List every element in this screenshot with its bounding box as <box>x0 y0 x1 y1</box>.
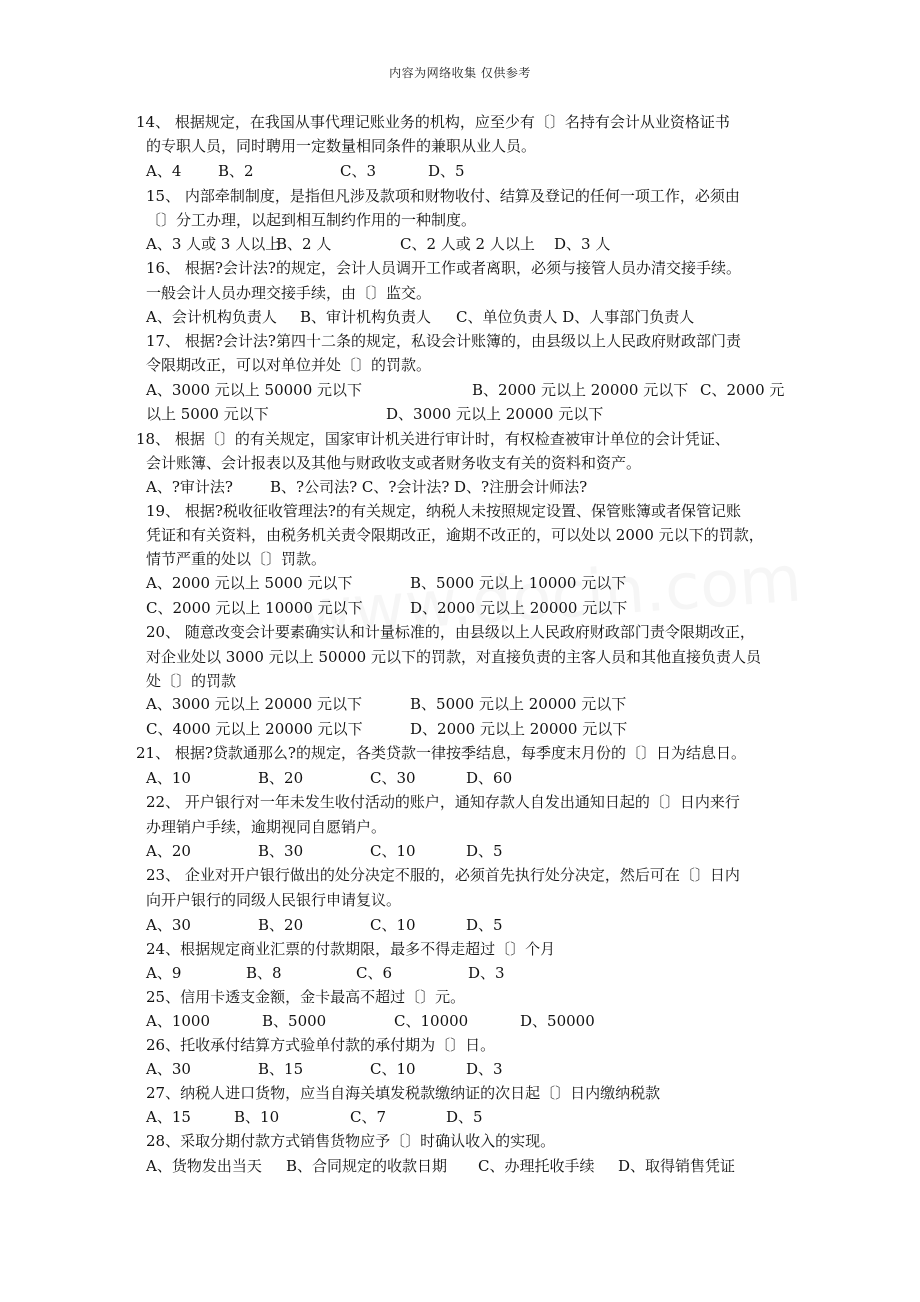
answer-option: A、15 <box>146 1108 191 1126</box>
answer-option: C、3 <box>340 162 377 180</box>
question-text-line: 17、 根据?会计法?第四十二条的规定，私设会计账簿的，由县级以上人民政府财政部门责 <box>146 332 741 350</box>
answer-option: D、5 <box>466 916 503 934</box>
answer-option: A、3 人或 3 人以上 <box>146 235 281 253</box>
answer-option: C、10 <box>370 916 416 934</box>
question-text-line: 处〔〕的罚款 <box>146 672 237 690</box>
question-text-line: 办理销户手续，逾期视同自愿销户。 <box>146 818 387 836</box>
answer-option: A、10 <box>146 769 191 787</box>
answer-option: D、5 <box>446 1108 483 1126</box>
answer-option: A、30 <box>146 1060 191 1078</box>
answer-option: D、60 <box>466 769 513 787</box>
answer-option: B、审计机构负责人 <box>300 308 432 326</box>
answer-option: C、6 <box>356 964 393 982</box>
answer-option: A、1000 <box>146 1012 211 1030</box>
answer-option: C、10 <box>370 1060 416 1078</box>
answer-option: D、3 <box>466 1060 503 1078</box>
answer-option: B、5000 <box>262 1012 327 1030</box>
page-header: 内容为网络收集 仅供参考 <box>389 66 531 80</box>
question-text-line: 〔〕分工办理，以起到相互制约作用的一种制度。 <box>146 211 477 229</box>
answer-option: D、3 人 <box>554 235 611 253</box>
answer-option: C、10 <box>370 842 416 860</box>
question-text-line: 15、 内部牵制制度，是指但凡涉及款项和财物收付、结算及登记的任何一项工作，必须由 <box>146 187 740 205</box>
answer-option: A、3000 元以上 20000 元以下 <box>146 695 363 713</box>
answer-option: C、4000 元以上 20000 元以下 <box>146 720 363 738</box>
answer-option: D、2000 元以上 20000 元以下 <box>410 720 628 738</box>
answer-option: A、?审计法? <box>146 478 233 496</box>
question-text-line: 27、纳税人进口货物，应当自海关填发税款缴纳证的次日起〔〕日内缴纳税款 <box>146 1084 661 1102</box>
question-text-line: 18、 根据〔〕的有关规定，国家审计机关进行审计时，有权检查被审计单位的会计凭证、 <box>136 430 730 448</box>
answer-option: A、9 <box>146 964 182 982</box>
answer-option: B、10 <box>234 1108 280 1126</box>
answer-option: D、?注册会计师法? <box>454 478 588 496</box>
answer-option: B、2000 元以上 20000 元以下 <box>472 381 689 399</box>
answer-option: C、办理托收手续 <box>478 1157 595 1175</box>
answer-option: C、7 <box>350 1108 387 1126</box>
answer-option: D、3 <box>468 964 505 982</box>
answer-option: B、15 <box>258 1060 304 1078</box>
question-text-line: 一般会计人员办理交接手续，由〔〕监交。 <box>146 284 432 302</box>
answer-option: C、单位负责人 D、人事部门负责人 <box>456 308 695 326</box>
question-text-line: 情节严重的处以〔〕罚款。 <box>146 550 327 568</box>
answer-option: D、3000 元以上 20000 元以下 <box>386 405 604 423</box>
answer-option: D、2000 元以上 20000 元以下 <box>410 599 628 617</box>
answer-option: A、2000 元以上 5000 元以下 <box>146 574 353 592</box>
question-text-line: 凭证和有关资料，由税务机关责令限期改正，逾期不改正的，可以处以 2000 元以下的罚款， <box>146 526 764 544</box>
question-text-line: 25、信用卡透支金额，金卡最高不超过〔〕元。 <box>146 988 466 1006</box>
answer-option: A、会计机构负责人 <box>146 308 277 326</box>
question-text-line: 23、 企业对开户银行做出的处分决定不服的，必须首先执行处分决定，然后可在〔〕日内 <box>146 866 740 884</box>
answer-option: D、5 <box>428 162 465 180</box>
answer-option: A、20 <box>146 842 191 860</box>
question-text-line: 20、 随意改变会计要素确实认和计量标准的，由县级以上人民政府财政部门责令限期改正， <box>146 623 755 641</box>
question-text-line: 14、 根据规定，在我国从事代理记账业务的机构，应至少有〔〕名持有会计从业资格证书 <box>136 113 730 131</box>
answer-option: B、合同规定的收款日期 <box>286 1157 448 1175</box>
answer-option: C、2 人或 2 人以上 <box>400 235 535 253</box>
answer-option: B、20 <box>258 769 304 787</box>
answer-option: B、5000 元以上 10000 元以下 <box>410 574 627 592</box>
question-text-line: 28、采取分期付款方式销售货物应予〔〕时确认收入的实现。 <box>146 1132 556 1150</box>
answer-option: B、2 人 <box>276 235 332 253</box>
answer-option: B、30 <box>258 842 304 860</box>
question-text-line: 22、 开户银行对一年未发生收付活动的账户，通知存款人自发出通知日起的〔〕日内来行 <box>146 793 740 811</box>
question-text-line: 26、托收承付结算方式验单付款的承付期为〔〕日。 <box>146 1036 496 1054</box>
answer-option: A、4 <box>146 162 182 180</box>
answer-option: A、3000 元以上 50000 元以下 <box>146 381 363 399</box>
answer-option: A、30 <box>146 916 191 934</box>
answer-option: C、10000 <box>394 1012 469 1030</box>
answer-option: B、2 <box>218 162 254 180</box>
question-text-line: 的专职人员，同时聘用一定数量相同条件的兼职从业人员。 <box>146 137 537 155</box>
question-text-line: 21、 根据?贷款通那么?的规定，各类贷款一律按季结息，每季度末月份的〔〕日为结息日。 <box>136 744 746 762</box>
answer-option: 以上 5000 元以下 <box>146 405 269 423</box>
question-text-line: 16、 根据?会计法?的规定，会计人员调开工作或者离职，必须与接管人员办清交接手续。 <box>146 259 741 277</box>
answer-option: D、5 <box>466 842 503 860</box>
question-text-line: 对企业处以 3000 元以上 50000 元以下的罚款，对直接负责的主客人员和其他直接负责人员 <box>146 648 761 666</box>
answer-option: B、5000 元以上 20000 元以下 <box>410 695 627 713</box>
answer-option: A、货物发出当天 <box>146 1157 262 1175</box>
answer-option: B、?公司法? C、?会计法? <box>270 478 450 496</box>
question-text-line: 19、 根据?税收征收管理法?的有关规定，纳税人未按照规定设置、保管账簿或者保管记账 <box>146 502 741 520</box>
answer-option: D、取得销售凭证 <box>618 1157 736 1175</box>
question-text-line: 会计账簿、会计报表以及其他与财政收支或者财务收支有关的资料和资产。 <box>146 454 642 472</box>
answer-option: C、2000 元以上 10000 元以下 <box>146 599 363 617</box>
answer-option: B、20 <box>258 916 304 934</box>
question-text-line: 令限期改正，可以对单位并处〔〕的罚款。 <box>146 356 432 374</box>
answer-option: C、2000 元 <box>700 381 785 399</box>
question-text-line: 24、根据规定商业汇票的付款期限，最多不得走超过〔〕个月 <box>146 940 556 958</box>
answer-option: C、30 <box>370 769 416 787</box>
answer-option: B、8 <box>246 964 282 982</box>
answer-option: D、50000 <box>520 1012 595 1030</box>
question-text-line: 向开户银行的同级人民银行申请复议。 <box>146 891 402 909</box>
